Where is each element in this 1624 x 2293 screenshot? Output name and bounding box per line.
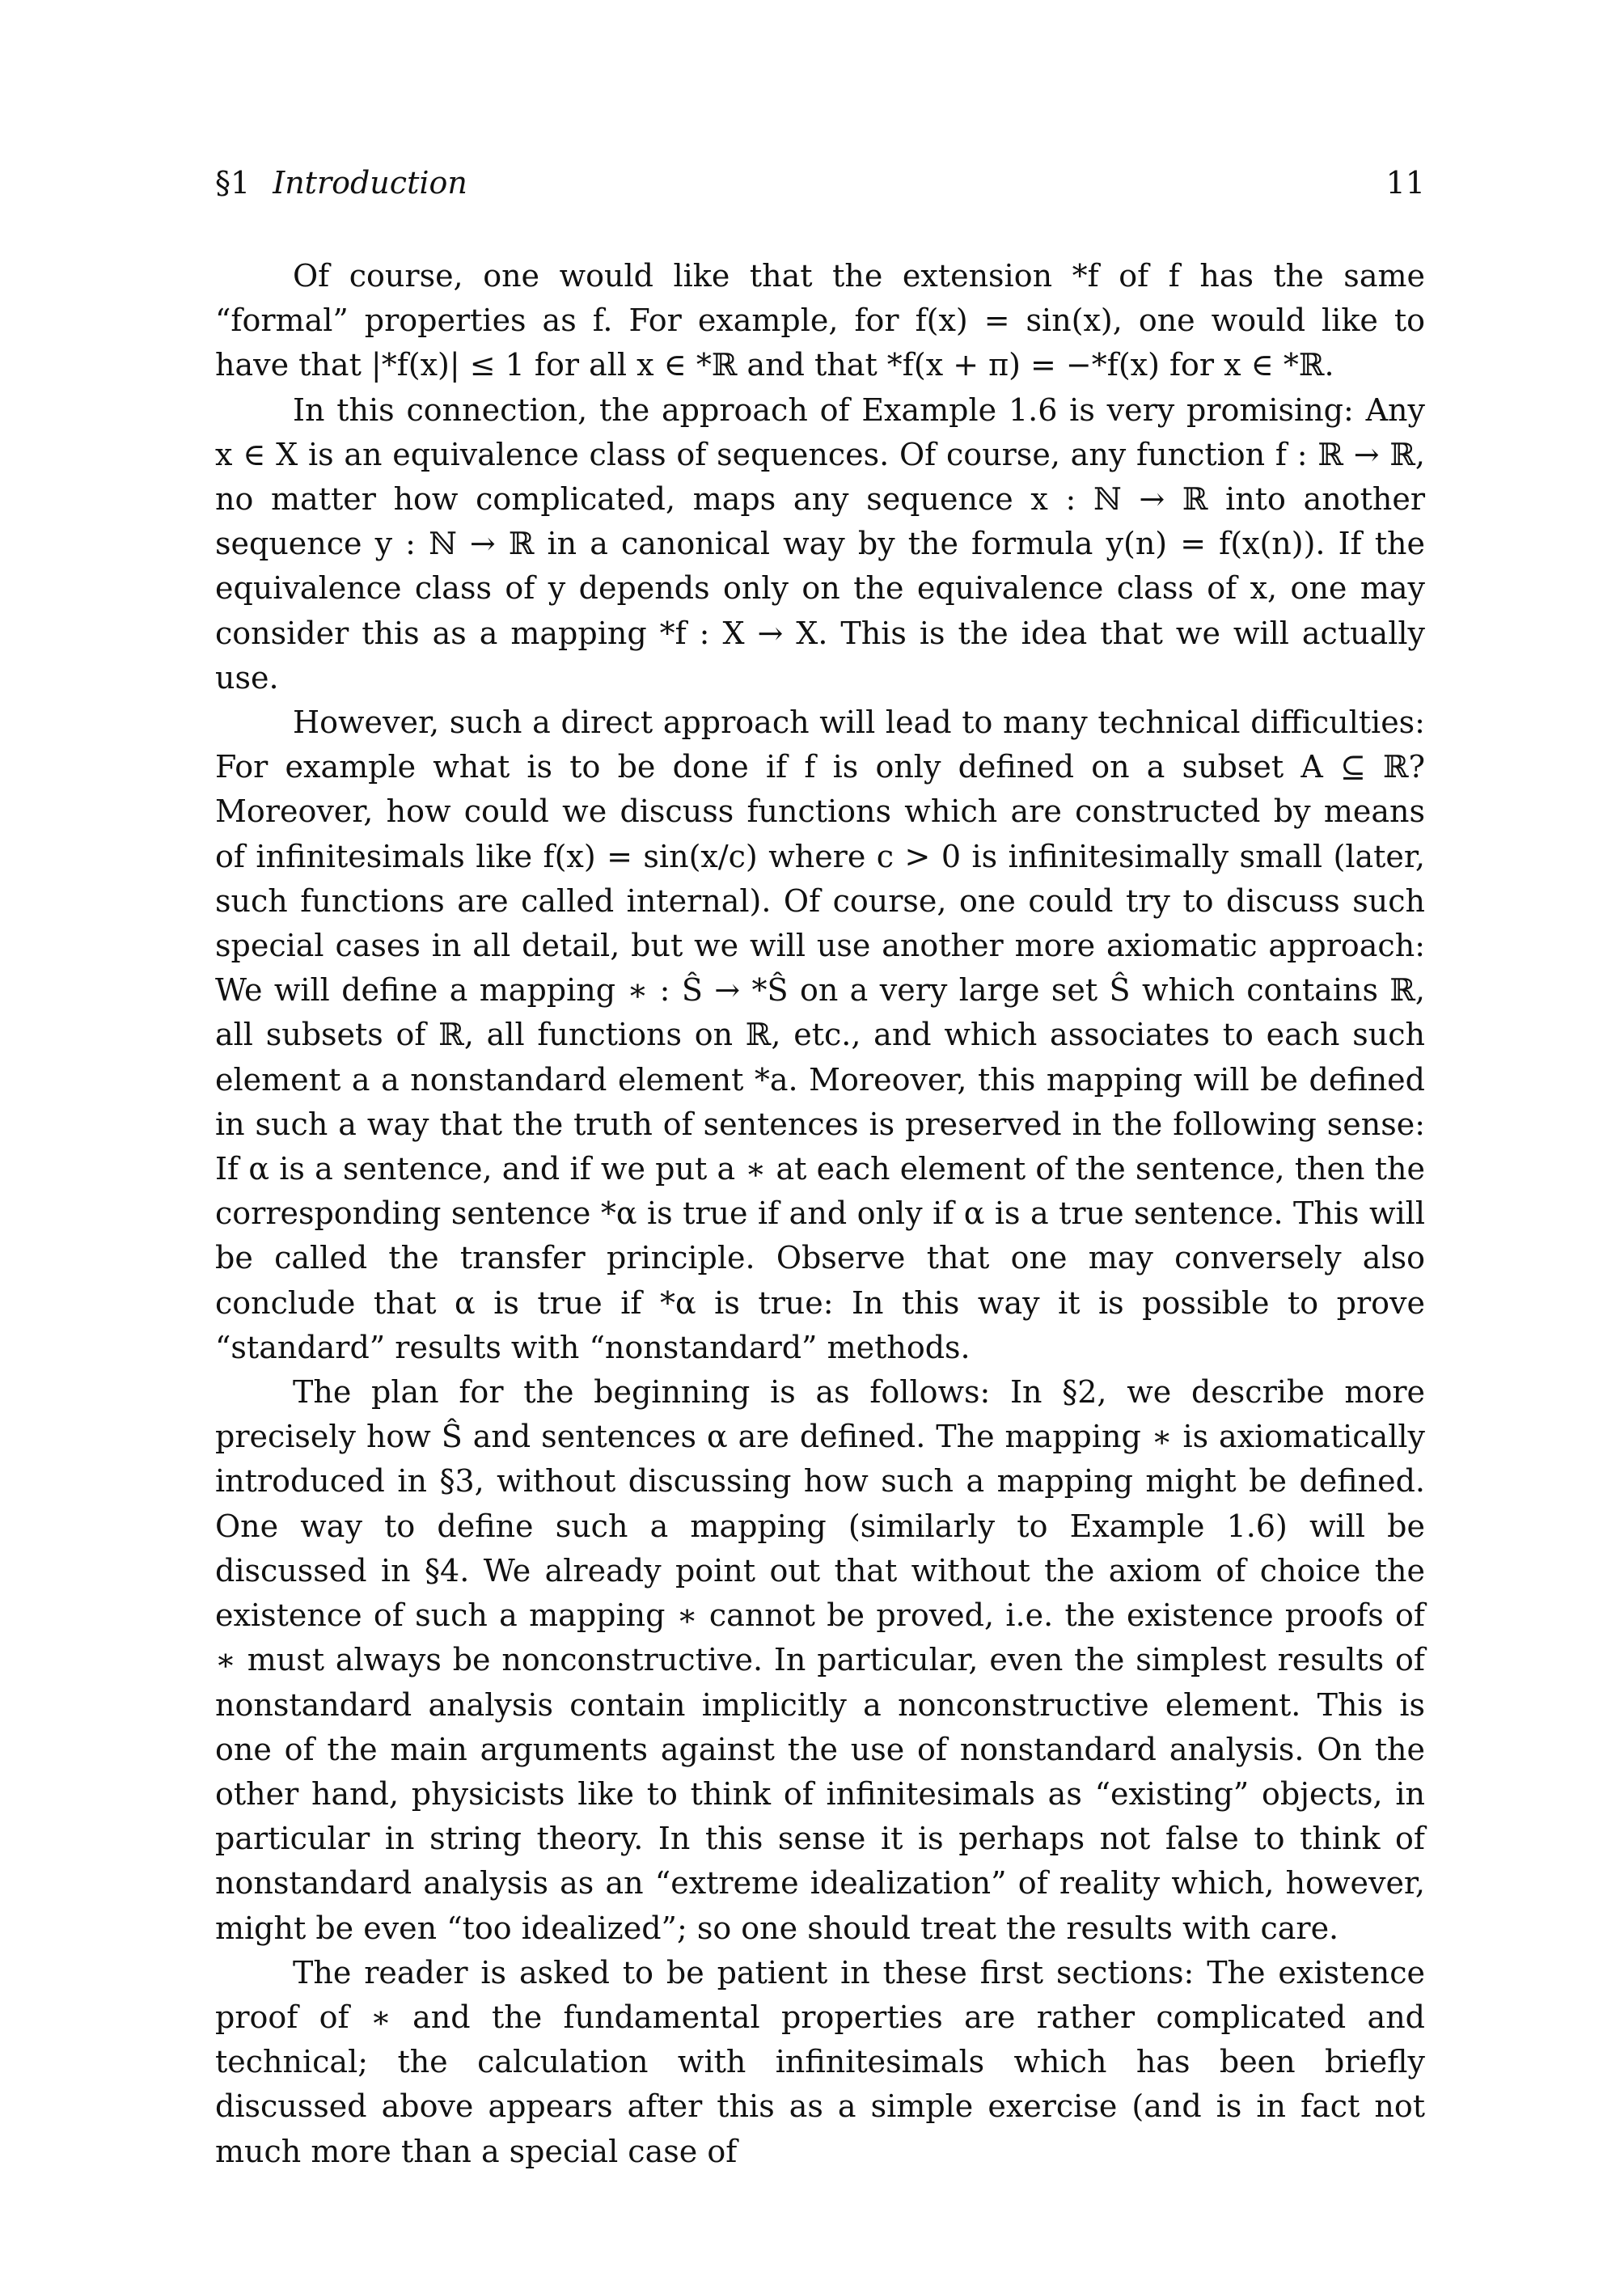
section-heading [215, 159, 467, 207]
paragraph: The plan for the beginning is as follows: In §2, we describe more precisely how Ŝ and sentences α are defined. The mapping ∗ is axiomatically introduced in §3, without discussing how such a mapping might be defined. One way to define such a mapping (similarly to Example 1.6) will be discussed in §4. We already point out that without the axiom of choice the existence of such a mapping ∗ cannot be proved, i.e. the existence proofs of ∗ must always be nonconstructive. In particular, even the simplest results of nonstandard analysis contain implicitly a nonconstructive element. This is one of the main arguments against the use of nonstandard analysis. On the other hand, physicists like to think of infinitesimals as “existing” objects, in particular in string theory. In this sense it is perhaps not false to think of nonstandard analysis as an “extreme idealization” of reality which, however, might be even “too idealized”; so one should treat the results with care. [215, 1374, 1425, 1946]
section-title: Introduction [273, 165, 467, 201]
running-header [215, 159, 1425, 207]
paragraph: Of course, one would like that the extension *f of f has the same “formal” properties as f. For example, for f(x) = sin(x), one would like to have that |*f(x)| ≤ 1 for all x ∈ *ℝ and that *f(x + π) = −*f(x) for x ∈ *ℝ. [215, 258, 1425, 383]
section-number: §1 [215, 165, 251, 201]
body-text [215, 254, 1425, 2174]
page-number: 11 [1385, 165, 1425, 201]
paragraph: The reader is asked to be patient in these first sections: The existence proof of ∗ and the fundamental properties are rather complicated and technical; the calculation with infinitesimals which has been briefly discussed above appears after this as a simple exercise (and is in fact not much more than a special case of [215, 1954, 1425, 2169]
paragraph: However, such a direct approach will lead to many technical difficulties: For example what is to be done if f is only defined on a subset A ⊆ ℝ? Moreover, how could we discuss functions which are constructed by means of infinitesimals like f(x) = sin(x/c) where c > 0 is infinitesimally small (later, such functions are called internal). Of course, one could try to discuss such special cases in all detail, but we will use another more axiomatic approach: We will define a mapping ∗ : Ŝ → *Ŝ on a very large set Ŝ which contains ℝ, all subsets of ℝ, all functions on ℝ, etc., and which associates to each such element a a nonstandard element *a. Moreover, this mapping will be defined in such a way that the truth of sentences is preserved in the following sense: If α is a sentence, and if we put a ∗ at each element of the sentence, then the corresponding sentence *α is true if and only if α is a true sentence. This will be called the transfer principle. Observe that one may conversely also conclude that α is true if *α is true: In this way it is possible to prove “standard” results with “nonstandard” methods. [215, 704, 1425, 1365]
paragraph: In this connection, the approach of Example 1.6 is very promising: Any x ∈ X is an equivalence class of sequences. Of course, any function f : ℝ → ℝ, no matter how complicated, maps any sequence x : ℕ → ℝ into another sequence y : ℕ → ℝ in a canonical way by the formula y(n) = f(x(n)). If the equivalence class of y depends only on the equivalence class of x, one may consider this as a mapping *f : X → X. This is the idea that we will actually use. [215, 391, 1425, 696]
